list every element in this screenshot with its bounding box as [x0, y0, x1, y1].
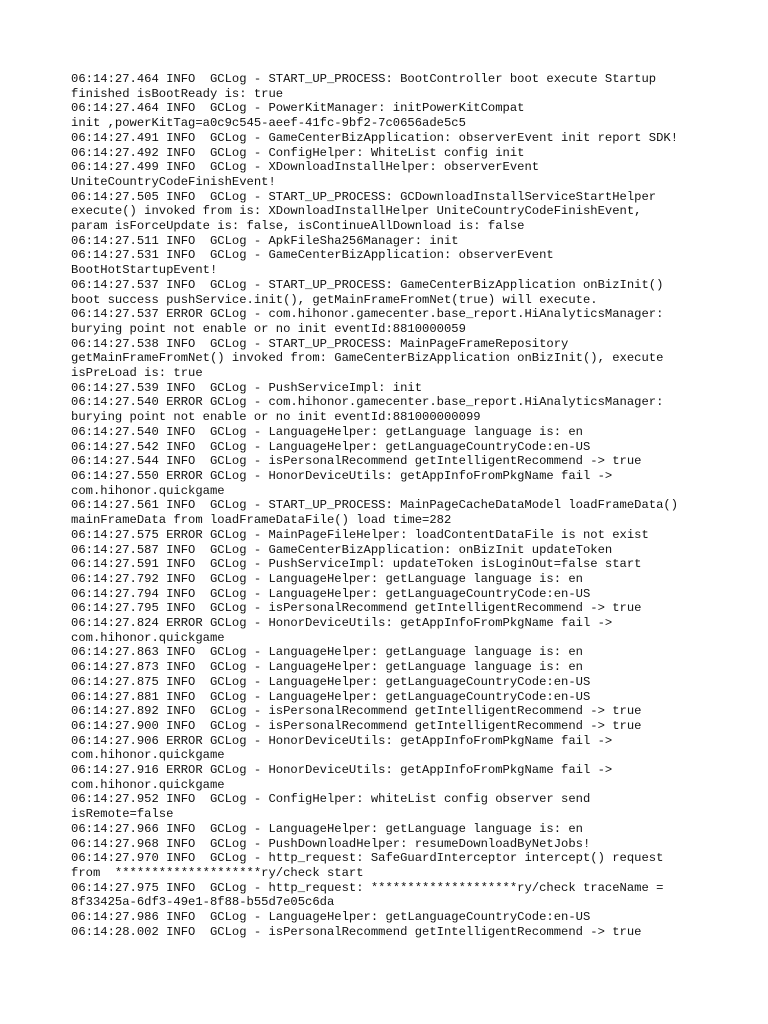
log-line: 06:14:27.537 ERROR GCLog - com.hihonor.gamecenter.base_report.HiAnalyticsManager: [71, 307, 664, 322]
log-line: mainFrameData from loadFrameDataFile() load time=282 [71, 513, 452, 528]
log-line: 06:14:27.540 ERROR GCLog - com.hihonor.gamecenter.base_report.HiAnalyticsManager: [71, 395, 664, 410]
log-line: execute() invoked from is: XDownloadInstallHelper UniteCountryCodeFinishEvent, [71, 204, 642, 219]
log-line: 06:14:27.591 INFO GCLog - PushServiceImpl: updateToken isLoginOut=false start [71, 557, 642, 572]
log-line: 06:14:27.561 INFO GCLog - START_UP_PROCESS: MainPageCacheDataModel loadFrameData() [71, 498, 679, 513]
log-line: 06:14:27.464 INFO GCLog - PowerKitManager: initPowerKitCompat [71, 101, 525, 116]
log-line: 06:14:27.892 INFO GCLog - isPersonalRecommend getIntelligentRecommend -> true [71, 704, 642, 719]
log-line: 06:14:27.863 INFO GCLog - LanguageHelper: getLanguage language is: en [71, 645, 583, 660]
log-line: 06:14:27.881 INFO GCLog - LanguageHelper: getLanguageCountryCode:en-US [71, 689, 591, 704]
log-line: 8f33425a-6df3-49e1-8f88-b55d7e05c6da [71, 895, 335, 910]
log-line: 06:14:27.875 INFO GCLog - LanguageHelper: getLanguageCountryCode:en-US [71, 674, 591, 689]
log-line: param isForceUpdate is: false, isContinueAllDownload is: false [71, 219, 525, 234]
log-line: 06:14:27.916 ERROR GCLog - HonorDeviceUtils: getAppInfoFromPkgName fail -> [71, 763, 613, 778]
log-line: 06:14:27.492 INFO GCLog - ConfigHelper: WhiteList config init [71, 145, 525, 160]
log-line: 06:14:27.542 INFO GCLog - LanguageHelper: getLanguageCountryCode:en-US [71, 439, 591, 454]
log-line: 06:14:27.966 INFO GCLog - LanguageHelper: getLanguage language is: en [71, 821, 583, 836]
log-line: getMainFrameFromNet() invoked from: GameCenterBizApplication onBizInit(), execute [71, 351, 664, 366]
log-line: 06:14:27.491 INFO GCLog - GameCenterBizApplication: observerEvent init report SDK! [71, 130, 679, 145]
log-line: isRemote=false [71, 807, 174, 822]
log-line: 06:14:27.968 INFO GCLog - PushDownloadHelper: resumeDownloadByNetJobs! [71, 836, 591, 851]
log-line: 06:14:27.794 INFO GCLog - LanguageHelper: getLanguageCountryCode:en-US [71, 586, 591, 601]
log-line: 06:14:27.537 INFO GCLog - START_UP_PROCESS: GameCenterBizApplication onBizInit() [71, 277, 664, 292]
log-line: from ********************ry/check start [71, 865, 364, 880]
log-line: 06:14:27.952 INFO GCLog - ConfigHelper: whiteList config observer send [71, 792, 591, 807]
log-line: 06:14:27.538 INFO GCLog - START_UP_PROCESS: MainPageFrameRepository [71, 336, 569, 351]
log-line: com.hihonor.quickgame [71, 630, 225, 645]
log-line: 06:14:27.986 INFO GCLog - LanguageHelper: getLanguageCountryCode:en-US [71, 910, 591, 925]
log-line: 06:14:27.975 INFO GCLog - http_request: ********************ry/check traceName = [71, 880, 664, 895]
log-line: 06:14:27.531 INFO GCLog - GameCenterBizApplication: observerEvent [71, 248, 554, 263]
log-line: 06:14:27.539 INFO GCLog - PushServiceImpl: init [71, 380, 423, 395]
log-line: 06:14:27.499 INFO GCLog - XDownloadInstallHelper: observerEvent [71, 160, 540, 175]
log-line: BootHotStartupEvent! [71, 263, 218, 278]
log-line: 06:14:27.575 ERROR GCLog - MainPageFileHelper: loadContentDataFile is not exist [71, 527, 649, 542]
log-line: 06:14:27.550 ERROR GCLog - HonorDeviceUtils: getAppInfoFromPkgName fail -> [71, 468, 613, 483]
log-line: 06:14:27.873 INFO GCLog - LanguageHelper: getLanguage language is: en [71, 660, 583, 675]
log-line: finished isBootReady is: true [71, 86, 284, 101]
log-line: init ,powerKitTag=a0c9c545-aeef-41fc-9bf2-7c0656ade5c5 [71, 116, 466, 131]
log-text-block [71, 72, 751, 939]
log-line: boot success pushService.init(), getMainFrameFromNet(true) will execute. [71, 292, 598, 307]
log-line: com.hihonor.quickgame [71, 748, 225, 763]
log-line: 06:14:27.511 INFO GCLog - ApkFileSha256Manager: init [71, 233, 459, 248]
log-line: com.hihonor.quickgame [71, 777, 225, 792]
log-line: 06:14:27.505 INFO GCLog - START_UP_PROCESS: GCDownloadInstallServiceStartHelper [71, 189, 657, 204]
log-line: 06:14:27.464 INFO GCLog - START_UP_PROCESS: BootController boot execute Startup [71, 72, 657, 86]
log-line: 06:14:27.970 INFO GCLog - http_request: SafeGuardInterceptor intercept() request [71, 851, 664, 866]
log-line: UniteCountryCodeFinishEvent! [71, 174, 276, 189]
log-line: 06:14:27.906 ERROR GCLog - HonorDeviceUtils: getAppInfoFromPkgName fail -> [71, 733, 613, 748]
log-line: 06:14:27.792 INFO GCLog - LanguageHelper: getLanguage language is: en [71, 571, 583, 586]
log-line: com.hihonor.quickgame [71, 483, 225, 498]
log-line: 06:14:27.824 ERROR GCLog - HonorDeviceUtils: getAppInfoFromPkgName fail -> [71, 616, 613, 631]
log-line: 06:14:27.544 INFO GCLog - isPersonalRecommend getIntelligentRecommend -> true [71, 454, 642, 469]
log-line: isPreLoad is: true [71, 366, 203, 381]
log-line: 06:14:27.900 INFO GCLog - isPersonalRecommend getIntelligentRecommend -> true [71, 718, 642, 733]
log-line: 06:14:27.795 INFO GCLog - isPersonalRecommend getIntelligentRecommend -> true [71, 601, 642, 616]
log-line: burying point not enable or no init eventId:881000000099 [71, 410, 481, 425]
log-line: 06:14:28.002 INFO GCLog - isPersonalRecommend getIntelligentRecommend -> true [71, 924, 642, 939]
log-line: burying point not enable or no init eventId:8810000059 [71, 321, 466, 336]
log-line: 06:14:27.587 INFO GCLog - GameCenterBizApplication: onBizInit updateToken [71, 542, 613, 557]
log-line: 06:14:27.540 INFO GCLog - LanguageHelper: getLanguage language is: en [71, 424, 583, 439]
